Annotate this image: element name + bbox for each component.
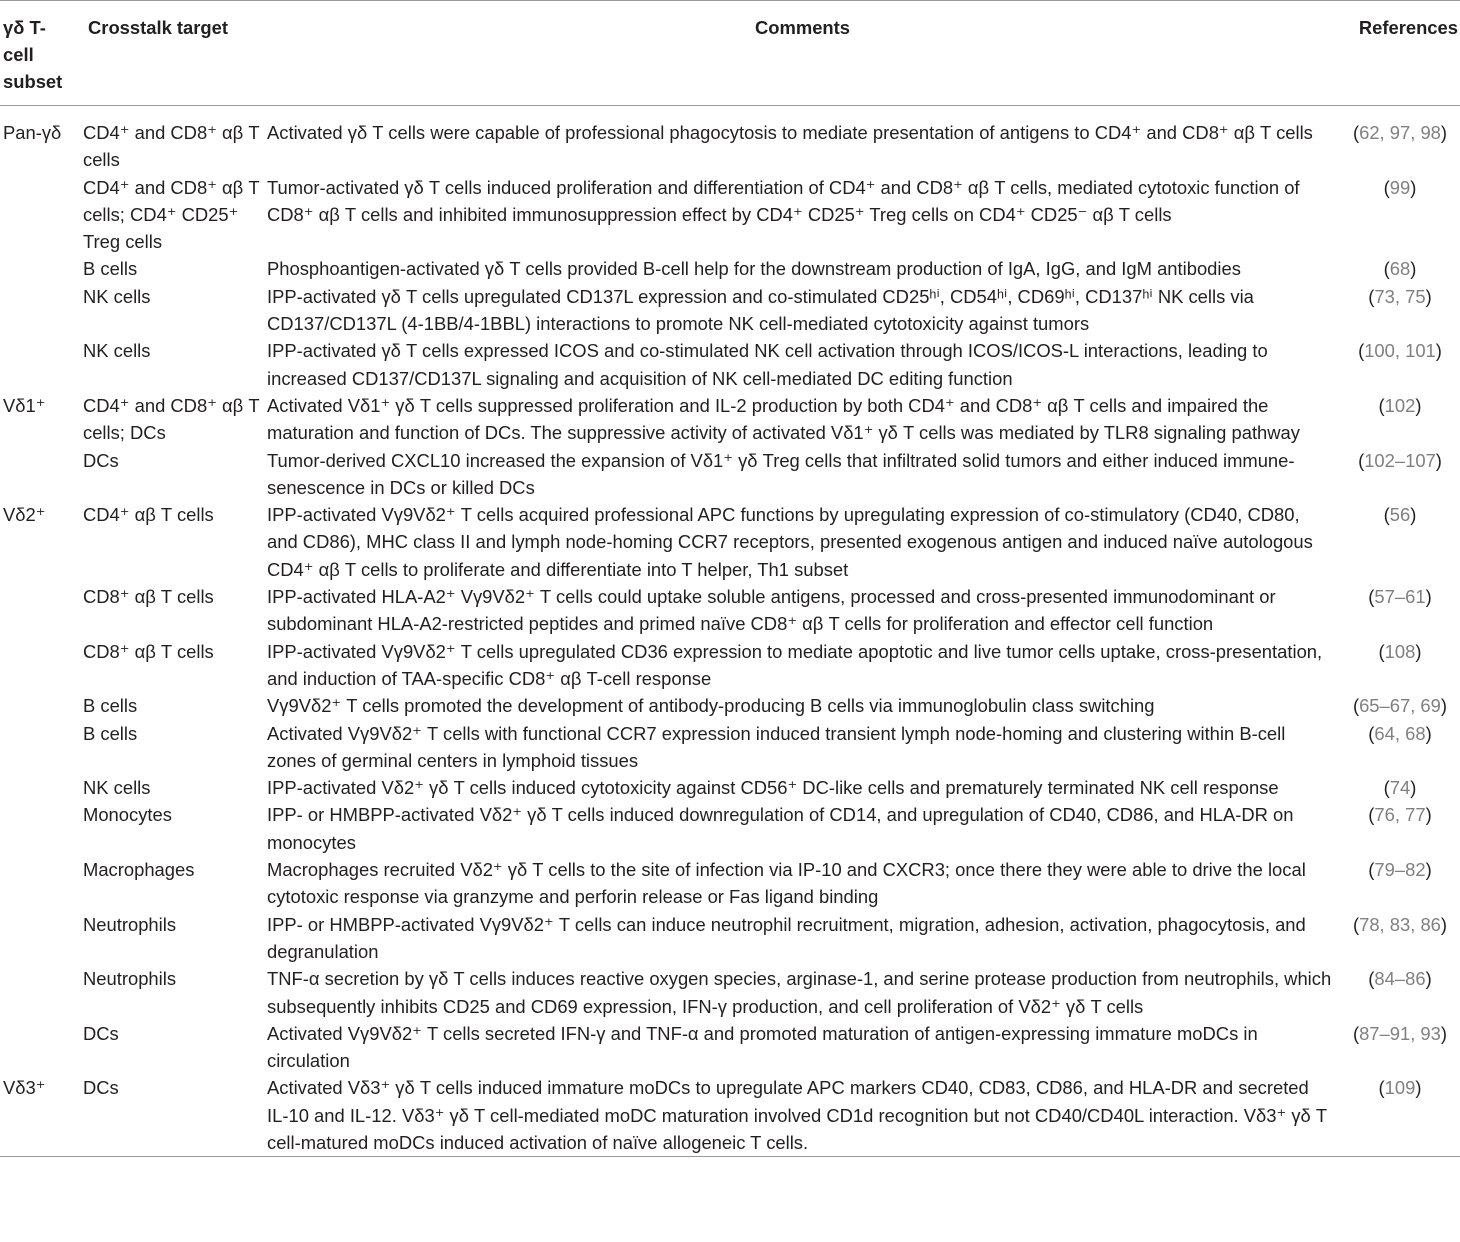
cell-comment: IPP-activated Vδ2⁺ γδ T cells induced cytotoxicity against CD56⁺ DC-like cells and prematurely terminated NK cell response [267, 777, 1279, 799]
cell-target: CD4⁺ αβ T cells [83, 504, 214, 526]
reference-links[interactable]: 102–107 [1364, 449, 1436, 471]
cell-comment: Activated Vδ3⁺ γδ T cells induced immature moDCs to upregulate APC markers CD40, CD83, CD86, and HLA-DR and secreted IL-10 and IL-12. Vδ3⁺ γδ T cell-mediated moDC maturation involved CD1d recognition but not CD40/CD40L interaction. Vδ3⁺ γδ T cell-matured moDCs induced activation of naïve allogeneic T cells. [267, 1077, 1327, 1153]
cell-comment: IPP- or HMBPP-activated Vδ2⁺ γδ T cells induced downregulation of CD14, and upregulation of CD40, CD86, and HLA-DR on monocytes [267, 804, 1294, 853]
table-row [0, 1074, 1460, 1156]
table-row [0, 501, 1460, 583]
reference-links[interactable]: 79–82 [1374, 859, 1426, 881]
cell-subset [0, 965, 80, 1020]
cell-comment: Activated Vγ9Vδ2⁺ T cells with functional CCR7 expression induced transient lymph node-homing and clustering within B-cell zones of germinal centers in lymphoid tissues [267, 722, 1286, 771]
cell-subset [0, 583, 80, 638]
cell-target: CD8⁺ αβ T cells [83, 586, 214, 608]
reference-links[interactable]: 109 [1384, 1077, 1416, 1099]
reference-links[interactable]: 100, 101 [1364, 340, 1436, 362]
cell-references: (74) [1383, 777, 1417, 799]
cell-target: NK cells [83, 340, 151, 362]
cell-references: (56) [1383, 504, 1417, 526]
table-header [0, 1, 1460, 106]
cell-subset: Vδ1⁺ [3, 394, 46, 416]
cell-subset [0, 255, 80, 282]
reference-links[interactable]: 57–61 [1374, 586, 1426, 608]
table-row [0, 692, 1460, 719]
cell-references: (100, 101) [1358, 340, 1442, 362]
cell-subset [0, 911, 80, 966]
header-references: References [1358, 17, 1458, 38]
cell-comment: Vγ9Vδ2⁺ T cells promoted the development of antibody-producing B cells via immunoglobulin class switching [267, 695, 1155, 717]
table-row [0, 1020, 1460, 1075]
reference-links[interactable]: 84–86 [1374, 968, 1426, 990]
cell-references: (76, 77) [1368, 804, 1432, 826]
cell-target: CD4⁺ and CD8⁺ αβ T cells; CD4⁺ CD25⁺ Treg cells [83, 176, 260, 253]
cell-subset [0, 801, 80, 856]
table-row [0, 774, 1460, 801]
table-row [0, 720, 1460, 775]
table-row [0, 283, 1460, 338]
reference-links[interactable]: 65–67, 69 [1359, 695, 1441, 717]
reference-links[interactable]: 87–91, 93 [1359, 1022, 1441, 1044]
reference-links[interactable]: 99 [1389, 176, 1411, 198]
cell-target: B cells [83, 722, 138, 744]
cell-subset [0, 283, 80, 338]
table-row [0, 337, 1460, 392]
header-row [0, 1, 1460, 106]
cell-references: (99) [1383, 176, 1417, 198]
reference-links[interactable]: 68 [1389, 258, 1411, 280]
cell-references: (73, 75) [1368, 285, 1432, 307]
cell-target: DCs [83, 1022, 119, 1044]
cell-subset: Pan-γδ [3, 122, 62, 143]
cell-target: NK cells [83, 777, 151, 799]
cell-subset [0, 174, 80, 256]
cell-references: (84–86) [1368, 968, 1432, 990]
cell-subset [0, 337, 80, 392]
table-row [0, 106, 1460, 174]
cell-subset [0, 692, 80, 719]
table-row [0, 174, 1460, 256]
cell-references: (108) [1378, 640, 1422, 662]
cell-comment: IPP- or HMBPP-activated Vγ9Vδ2⁺ T cells can induce neutrophil recruitment, migration, adhesion, activation, phagocytosis, and degranulation [267, 913, 1306, 962]
cell-comment: IPP-activated HLA-A2⁺ Vγ9Vδ2⁺ T cells could uptake soluble antigens, processed and cross-presented immunodominant or subdominant HLA-A2-restricted peptides and primed naïve CD8⁺ αβ T cells for proliferation and effector cell function [267, 586, 1276, 635]
header-target: Crosstalk target [88, 17, 229, 38]
cell-comment: Activated Vγ9Vδ2⁺ T cells secreted IFN-γ and TNF-α and promoted maturation of antigen-expressing immature moDCs in circulation [267, 1022, 1258, 1072]
cell-subset [0, 638, 80, 693]
header-subset: γδ T-cell subset [3, 17, 63, 92]
cell-comment: TNF-α secretion by γδ T cells induces reactive oxygen species, arginase-1, and serine protease production from neutrophils, which subsequently inhibits CD25 and CD69 expression, IFN-γ production, and cell proliferation of Vδ2⁺ γδ T cells [267, 968, 1332, 1017]
cell-references: (102) [1378, 394, 1422, 416]
table-row [0, 856, 1460, 911]
cell-references: (64, 68) [1368, 722, 1432, 744]
cell-references: (62, 97, 98) [1352, 122, 1448, 143]
cell-subset [0, 856, 80, 911]
cell-comment: Macrophages recruited Vδ2⁺ γδ T cells to the site of infection via IP-10 and CXCR3; once there they were able to drive the local cytotoxic response via granzyme and perforin release or Fas ligand binding [267, 859, 1306, 908]
reference-links[interactable]: 73, 75 [1374, 285, 1426, 307]
table-row [0, 965, 1460, 1020]
cell-target: NK cells [83, 285, 151, 307]
reference-links[interactable]: 62, 97, 98 [1359, 122, 1441, 143]
cell-subset [0, 1020, 80, 1075]
cell-target: CD4⁺ and CD8⁺ αβ T cells; DCs [83, 394, 260, 444]
cell-subset: Vδ2⁺ [3, 504, 46, 526]
reference-links[interactable]: 78, 83, 86 [1359, 913, 1441, 935]
table-row [0, 447, 1460, 502]
cell-target: Macrophages [83, 859, 195, 881]
cell-references: (65–67, 69) [1352, 695, 1448, 717]
cell-target: DCs [83, 1077, 119, 1099]
cell-references: (87–91, 93) [1352, 1022, 1448, 1044]
cell-comment: IPP-activated Vγ9Vδ2⁺ T cells acquired professional APC functions by upregulating expression of co-stimulatory (CD40, CD80, and CD86), MHC class II and lymph node-homing CCR7 receptors, presented exogenous antigen and induced naïve autologous CD4⁺ αβ T cells to proliferate and differentiate into T helper, Th1 subset [267, 504, 1313, 580]
reference-links[interactable]: 74 [1389, 777, 1411, 799]
cell-comment: Activated Vδ1⁺ γδ T cells suppressed proliferation and IL-2 production by both CD4⁺ and CD8⁺ αβ T cells and impaired the maturation and function of DCs. The suppressive activity of activated Vδ1⁺ γδ T cells was mediated by TLR8 signaling pathway [267, 394, 1300, 444]
reference-links[interactable]: 102 [1384, 394, 1416, 416]
cell-references: (109) [1378, 1077, 1422, 1099]
table-row [0, 255, 1460, 282]
cell-target: B cells [83, 695, 138, 717]
cell-comment: IPP-activated γδ T cells expressed ICOS and co-stimulated NK cell activation through ICOS/ICOS-L interactions, leading to increased CD137/CD137L signaling and acquisition of NK cell-mediated DC editing function [267, 340, 1268, 389]
header-comments: Comments [754, 17, 851, 38]
reference-links[interactable]: 76, 77 [1374, 804, 1426, 826]
reference-links[interactable]: 64, 68 [1374, 722, 1426, 744]
cell-references: (78, 83, 86) [1352, 913, 1448, 935]
table-body [0, 106, 1460, 1157]
cell-references: (102–107) [1358, 449, 1442, 471]
table-row [0, 801, 1460, 856]
cell-target: CD8⁺ αβ T cells [83, 640, 214, 662]
table-row [0, 392, 1460, 447]
reference-links[interactable]: 108 [1384, 640, 1416, 662]
cell-target: B cells [83, 258, 138, 280]
cell-target: DCs [83, 449, 119, 471]
cell-comment: IPP-activated Vγ9Vδ2⁺ T cells upregulated CD36 expression to mediate apoptotic and live tumor cells uptake, cross-presentation, and induction of TAA-specific CD8⁺ αβ T-cell response [267, 640, 1323, 689]
cell-subset [0, 447, 80, 502]
cell-comment: Tumor-derived CXCL10 increased the expansion of Vδ1⁺ γδ Treg cells that infiltrated solid tumors and either induced immune-senescence in DCs or killed DCs [267, 449, 1295, 498]
cell-references: (79–82) [1368, 859, 1432, 881]
table-row [0, 911, 1460, 966]
cell-references: (68) [1383, 258, 1417, 280]
table-row [0, 583, 1460, 638]
cell-comment: Phosphoantigen-activated γδ T cells provided B-cell help for the downstream production of IgA, IgG, and IgM antibodies [267, 258, 1241, 280]
cell-target: CD4⁺ and CD8⁺ αβ T cells [83, 122, 260, 171]
cell-subset: Vδ3⁺ [3, 1077, 46, 1099]
cell-subset [0, 720, 80, 775]
cell-comment: IPP-activated γδ T cells upregulated CD137L expression and co-stimulated CD25ʰⁱ, CD54ʰⁱ, CD69ʰⁱ, CD137ʰⁱ NK cells via CD137/CD137L (4-1BB/4-1BBL) interactions to promote NK cell-mediated cytotoxicity against tumors [267, 285, 1254, 335]
cell-comment: Tumor-activated γδ T cells induced proliferation and differentiation of CD4⁺ and CD8⁺ αβ T cells, mediated cytotoxic function of CD8⁺ αβ T cells and inhibited immunosuppression effect by CD4⁺ CD25⁺ Treg cells on CD4⁺ CD25⁻ αβ T cells [267, 176, 1300, 225]
cell-target: Neutrophils [83, 968, 177, 990]
cell-target: Monocytes [83, 804, 172, 826]
cell-references: (57–61) [1368, 586, 1432, 608]
table-row [0, 638, 1460, 693]
cell-comment: Activated γδ T cells were capable of professional phagocytosis to mediate presentation of antigens to CD4⁺ and CD8⁺ αβ T cells [267, 122, 1313, 143]
reference-links[interactable]: 56 [1389, 504, 1411, 526]
cell-target: Neutrophils [83, 913, 177, 935]
cell-subset [0, 774, 80, 801]
